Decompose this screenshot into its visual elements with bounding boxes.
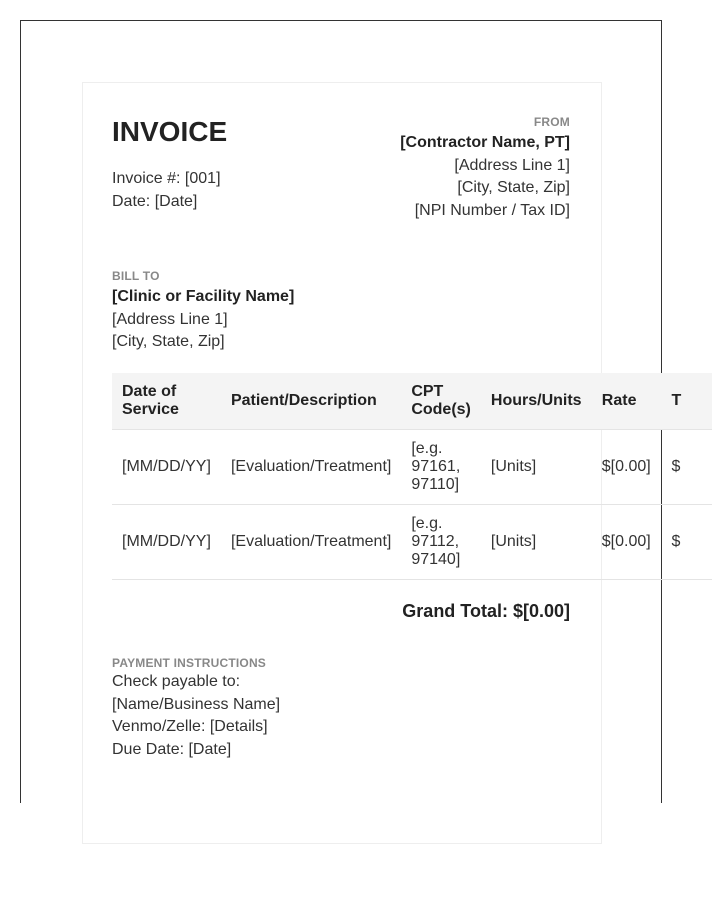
cell-description: [Evaluation/Treatment] <box>221 430 401 505</box>
table-header-row <box>112 373 712 430</box>
bill-to-name: [Clinic or Facility Name] <box>112 288 295 305</box>
header-patient-description: Patient/Description <box>221 373 401 430</box>
payment-line: Venmo/Zelle: [Details] <box>112 718 268 735</box>
bill-to-label: BILL TO <box>112 269 160 283</box>
cell-hours: [Units] <box>481 505 592 580</box>
payment-instructions <box>112 656 280 761</box>
from-city: [City, State, Zip] <box>457 179 570 196</box>
table-row <box>112 505 712 580</box>
table-row <box>112 430 712 505</box>
invoice-date: Date: [Date] <box>112 193 198 210</box>
from-address: [Address Line 1] <box>454 156 570 174</box>
payment-label: PAYMENT INSTRUCTIONS <box>112 656 267 670</box>
cell-total: $ <box>661 505 712 580</box>
from-name: [Contractor Name, PT] <box>400 134 570 151</box>
cell-rate: $[0.00] <box>592 430 662 505</box>
cell-rate: $[0.00] <box>592 505 662 580</box>
cell-total: $ <box>661 430 712 505</box>
invoice-meta <box>112 167 221 213</box>
header-date-of-service: Date of Service <box>112 373 221 430</box>
bill-to-block <box>112 269 294 354</box>
payment-line: Due Date: [Date] <box>112 740 232 758</box>
header-hours-units: Hours/Units <box>481 373 592 430</box>
cell-date: [MM/DD/YY] <box>112 505 221 580</box>
payment-line: [Name/Business Name] <box>112 695 281 713</box>
header-cpt-codes: CPT Code(s) <box>401 373 481 430</box>
header-rate: Rate <box>592 373 662 430</box>
payment-line: Check payable to: <box>112 673 241 690</box>
cell-cpt: [e.g. 97161, 97110] <box>401 430 481 505</box>
header-total: T <box>661 373 712 430</box>
line-items-table-wrap <box>112 373 712 580</box>
cell-hours: [Units] <box>481 430 592 505</box>
document-page <box>20 20 682 803</box>
invoice-number: Invoice #: [001] <box>112 170 221 187</box>
bill-to-city: [City, State, Zip] <box>112 333 225 350</box>
cell-cpt: [e.g. 97112, 97140] <box>401 505 481 580</box>
invoice-title: INVOICE <box>112 116 228 147</box>
invoice-header <box>112 115 570 255</box>
bill-to-address: [Address Line 1] <box>112 310 228 328</box>
from-block <box>400 115 570 222</box>
cell-date: [MM/DD/YY] <box>112 430 221 505</box>
from-label: FROM <box>533 115 570 129</box>
from-ids: [NPI Number / Tax ID] <box>414 201 570 219</box>
cell-description: [Evaluation/Treatment] <box>221 505 401 580</box>
grand-total: Grand Total: $[0.00] <box>402 601 570 621</box>
line-items-table <box>112 373 712 580</box>
